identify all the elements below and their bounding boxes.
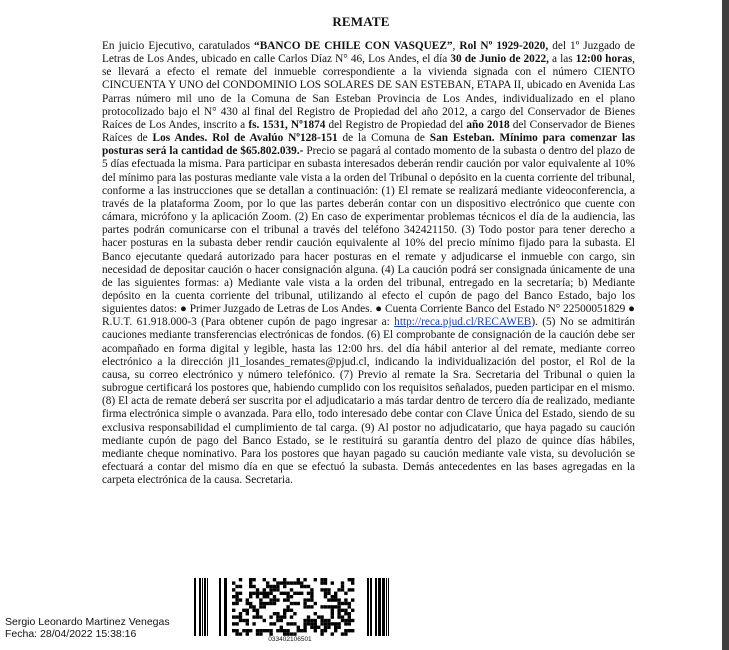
text-segment: , se llevará a efecto el remate del inmueble correspondiente a la vivienda signada con el número CIENTO CINCUENTA Y UNO del CONDOMINIO LOS SOLARES DE SAN ESTEBAN, ETAPA II, ubicado en Avenida Las Parras número mil uno de la Comuna de San Esteban Provincia de Los Andes, individualizado en el plano protocolizado bajo el N° 430 al final del Registro de Propiedad del año 2012, a cargo del Conservador de Bienes Raíces de Los Andes, inscrito a xyxy=(102,53,635,131)
bold-text-segment: año 2018 xyxy=(466,118,510,131)
text-segment: Precio se pagará al contado momento de la subasta o dentro del plazo de 5 días efectuada la misma. Para participar en subasta interesados deberán rendir caución por valor equivalente al 10% del mínimo para las posturas mediante vale vista a la orden del Tribunal o depósito en la cuenta corriente del tribunal, conforme a las instrucciones que se detallan a continuación: (1) El remate se realizará mediante videoconferencia, a través de la plataforma Zoom, por lo que las partes deberán contar con un dispositivo electrónico que cuente con cámara, micrófono y la aplicación Zoom. (2) En caso de experimentar problemas técnicos el día de la audiencia, las partes podrán comunicarse con el tribunal a través del teléfono 342421150. (3) Todo postor para tener derecho a hacer posturas en la subasta deber rendir caución equivalente al 10% del precio mínimo fijado para la subasta. El Banco ejecutante quedará autorizado para hacer posturas en el remate y adjudicarse el inmueble con cargo, sin necesidad de depositar caución o hacer consignación alguna. (4) La caución podrá ser consignada únicamente de una de las siguientes formas: a) Mediante vale vista a la orden del tribunal, entregado en la secretaría; b) Mediante depósito en la cuenta corriente del tribunal, utilizando al efecto el cupón de pago del Banco Estado, bajo los siguientes datos: ● Primer Juzgado de Letras de Los Andes. ● Cuenta Corriente Banco del Estado N° 22500051829 ● R.U.T. 61.918.000-3 (Para obtener cupón de pago ingresar a: xyxy=(102,145,635,329)
bold-text-segment: 30 de Junio de 2022, xyxy=(450,53,549,66)
bold-text-segment: fs. 1531, Nº1874 xyxy=(248,118,326,131)
text-segment: del Registro de Propiedad del xyxy=(325,118,467,131)
text-segment: del 1º Juzgado de Letras de Los Andes, ubicado en calle Carlos Díaz N° 46, Los Andes, el día xyxy=(102,40,635,66)
signature-date: Fecha: 28/04/2022 15:38:16 xyxy=(5,628,137,640)
document-body xyxy=(102,40,635,487)
document-title: REMATE xyxy=(332,14,390,29)
text-segment: del Conservador de Bienes Raíces de xyxy=(102,118,636,145)
bold-text-segment: “BANCO DE CHILE CON VASQUEZ” xyxy=(254,40,453,52)
text-segment: a las xyxy=(548,53,576,66)
signature-block xyxy=(5,616,170,640)
barcode-graphic xyxy=(194,578,390,636)
recaweb-link[interactable]: http://reca.pjud.cl/RECAWEB xyxy=(394,316,532,329)
signer-name: Sergio Leonardo Martinez Venegas xyxy=(5,616,170,628)
text-segment: de la Comuna de xyxy=(337,132,430,145)
text-segment: , xyxy=(452,40,460,52)
text-segment: ). (5) No se admitirán cauciones mediante transferencias electrónicas de fondos. (6) El comprobante de consignación de la caución debe ser acompañado en forma digital y legible, hasta las 12:00 hrs. del día hábil anterior al del remate, mediante correo electrónico a la dirección jl1_losandes_remates@pjud.cl, indicando la individualización del postor, el Rol de la causa, su correo electrónico y número telefónico. (7) Previo al remate la Sra. Secretaria del Tribunal o quien la subrogue certificará los postores que, habiendo cumplido con los requisitos señalados, pueden participar en el mismo. (8) El acta de remate deberá ser suscrita por el adjudicatario a más tardar dentro de tercero día de realizado, mediante firma electrónica simple o avanzada. Para ello, todo interesado debe contar con Clave Única del Estado, siendo de su exclusiva responsabilidad el cumplimiento de tal carga. (9) Al postor no adjudicatario, que haya pagado su caución mediante cupón de pago del Banco Estado, se le restituirá su garantía dentro del plazo de quince días hábiles, mediante cheque nominativo. Para los postores que hayan pagado su caución mediante vale vista, su devolución se efectuará a contar del mismo día en que se efectuó la subasta. Demás antecedentes en las bases agregadas en la carpeta electrónica de la causa. Secretaria. xyxy=(102,316,636,487)
text-segment: En juicio Ejecutivo, caratulados xyxy=(102,40,255,52)
barcode-number: 033402106501 xyxy=(268,636,312,643)
bold-text-segment: Los Andes. Rol de Avalúo Nº128-151 xyxy=(152,132,338,145)
bold-text-segment: 12:00 horas xyxy=(575,53,633,66)
scrollbar-edge xyxy=(722,0,729,650)
bold-text-segment: San Esteban. Mínimo para comenzar las posturas será la cantidad de $65.802.039.- xyxy=(102,132,635,158)
bold-text-segment: Rol Nº 1929-2020, xyxy=(459,40,549,52)
